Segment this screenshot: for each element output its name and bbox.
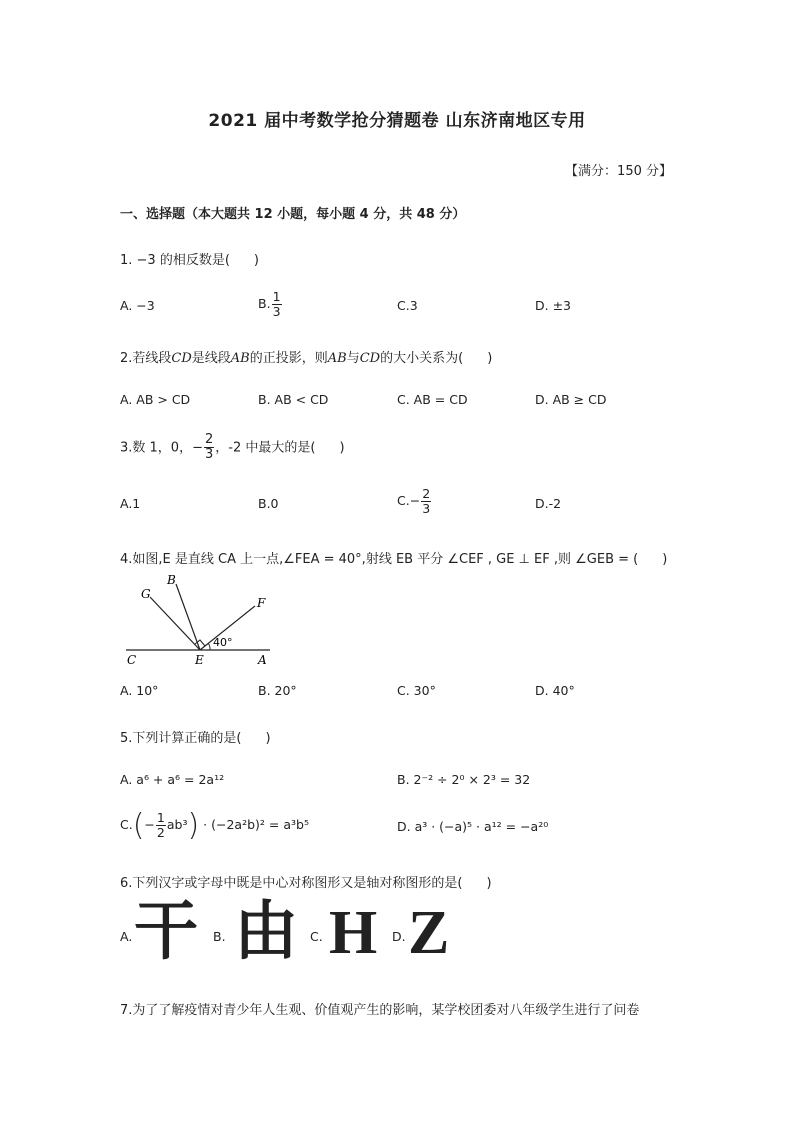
label-g: G (141, 587, 151, 601)
q3-option-c (397, 487, 432, 516)
q3-option-b: B.0 (258, 496, 279, 511)
question-1-stem: 1. −3 的相反数是( (120, 253, 230, 268)
question-6-stem: 6.下列汉字或字母中既是中心对称图形又是轴对称图形的是( (120, 876, 463, 891)
paper-title: 2021 届中考数学抢分猜题卷 山东济南地区专用 (208, 111, 586, 131)
question-5-close: ) (265, 731, 271, 746)
q3-numerator: 2 (204, 432, 214, 447)
label-c: C (127, 653, 137, 667)
q6-glyph-h: H (329, 899, 378, 967)
q2-stem-part: 的正投影，则 (249, 351, 328, 366)
q1-option-b-label: B. (258, 295, 271, 311)
q3-stem-part: ，-2 中最大的是( (215, 440, 316, 456)
q4-option-b: B. 20° (258, 683, 297, 698)
q6-glyph-gan: 干 (134, 895, 198, 969)
q5-option-a: A. a⁶ + a⁶ = 2a¹² (120, 772, 225, 787)
q5-option-b: B. 2⁻² ÷ 2⁰ × 2³ = 32 (397, 772, 531, 787)
q3-option-c-fraction (421, 487, 431, 516)
question-1 (120, 249, 259, 268)
q3-c-denominator: 3 (422, 500, 431, 516)
q3-option-d: D.-2 (535, 496, 562, 511)
q6-glyph-you: 由 (234, 895, 298, 969)
q5-c-fraction (156, 811, 166, 840)
angle-figure (118, 570, 278, 670)
q5-option-c-label: C. (120, 817, 133, 832)
question-5 (120, 727, 271, 746)
q5-bracket: ) (187, 808, 200, 843)
q4-option-d: D. 40° (535, 683, 575, 698)
q3-c-numerator: 2 (422, 486, 431, 501)
label-b: B (167, 573, 176, 587)
q2-option-a: A. AB > CD (120, 392, 191, 407)
q5-c-numerator: 1 (156, 810, 165, 826)
q5-c-term: ab³ (166, 817, 188, 832)
question-6 (120, 872, 492, 891)
question-4 (120, 548, 667, 567)
q2-option-d: D. AB ≥ CD (535, 392, 607, 407)
question-5-stem: 5.下列计算正确的是( (120, 731, 242, 746)
q3-fraction (204, 433, 214, 463)
q3-stem-part: 3.数 1，0，− (120, 440, 203, 456)
q2-var-cd: CD (359, 351, 381, 366)
section-heading: 一、选择题（本大题共 12 小题，每小题 4 分，共 48 分） (120, 207, 466, 222)
question-7: 7.为了了解疫情对青少年人生观、价值观产生的影响，某学校团委对八年级学生进行了问卷 (120, 1003, 640, 1018)
q5-c-sign: − (144, 817, 155, 832)
q6-option-d-label: D. (392, 929, 406, 944)
q6-glyph-z: Z (408, 899, 450, 967)
q5-c-rest: · (−2a²b)² = a³b⁵ (203, 817, 309, 832)
q6-option-c-label: C. (310, 929, 323, 944)
q2-option-c: C. AB = CD (397, 392, 468, 407)
ray-eb (176, 584, 200, 650)
q1-option-b-fraction (272, 290, 282, 319)
q3-denominator: 3 (204, 447, 214, 463)
q1-option-a: A. −3 (120, 298, 155, 313)
label-a: A (258, 653, 267, 667)
question-2 (120, 347, 492, 366)
q1-option-d: D. ±3 (535, 298, 571, 313)
question-2-close: ) (487, 351, 493, 366)
q2-stem-part: 与 (346, 351, 360, 366)
q2-option-b: B. AB < CD (258, 392, 329, 407)
q2-var-ab: AB (230, 351, 250, 366)
q2-stem-part: 2.若线段 (120, 351, 172, 366)
q5-bracket: ( (132, 808, 145, 843)
q2-var-ab: AB (327, 351, 347, 366)
q2-stem-part: 是线段 (191, 351, 231, 366)
q5-option-d: D. a³ · (−a)⁵ · a¹² = −a²⁰ (397, 819, 549, 834)
angle-label: 40° (213, 636, 233, 649)
question-3-close: ) (339, 440, 345, 456)
label-e: E (195, 653, 204, 667)
q1-option-b (258, 290, 283, 319)
question-3 (120, 433, 345, 463)
q2-var-cd: CD (171, 351, 192, 366)
q4-option-c: C. 30° (397, 683, 436, 698)
q3-option-a: A.1 (120, 496, 141, 511)
q1-option-c: C.3 (397, 298, 418, 313)
question-6-close: ) (486, 876, 492, 891)
q6-option-b-label: B. (213, 929, 226, 944)
ray-eg (150, 597, 200, 650)
q1-b-denominator: 3 (272, 303, 281, 319)
question-4-stem: 4.如图,E 是直线 CA 上一点,∠FEA = 40°,射线 EB 平分 ∠CEF , GE ⊥ EF ,则 ∠GEB = ( (120, 552, 639, 567)
angle-arc (208, 643, 210, 650)
full-score: 【满分：150 分】 (565, 164, 672, 179)
q5-c-denominator: 2 (156, 825, 165, 840)
q2-stem-part: 的大小关系为( (380, 351, 464, 366)
q5-option-c (120, 808, 309, 843)
q4-option-a: A. 10° (120, 683, 159, 698)
question-1-close: ) (253, 253, 259, 268)
q1-b-numerator: 1 (272, 289, 281, 304)
label-f: F (257, 596, 266, 610)
q6-option-a-label: A. (120, 929, 133, 944)
q3-option-c-label: C.− (397, 492, 421, 508)
question-4-close: ) (662, 552, 668, 567)
